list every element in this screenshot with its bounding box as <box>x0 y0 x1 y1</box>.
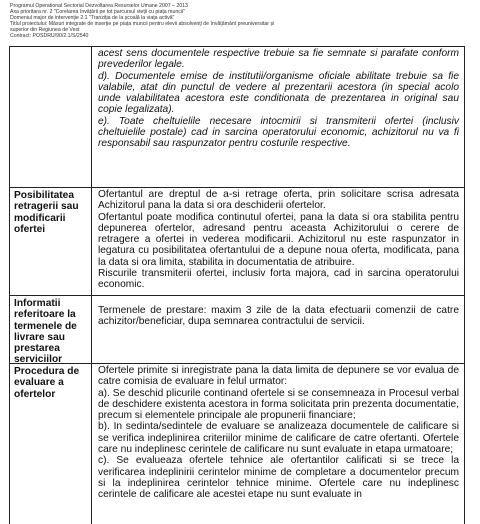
header-line: Axa prioritara nr. 2 "Corelarea învățării pe tot parcursul vieții cu piața muncii" <box>10 9 185 16</box>
table-row-continuation <box>10 47 464 188</box>
paragraph: Riscurile transmiterii ofertei, inclusiv forta majora, cad in sarcina operatorului economic. <box>98 268 459 291</box>
procedure-table <box>9 46 465 524</box>
paragraph: c). Se evalueaza ofertele tehnice ale ofertantilor calificati si se trece la verificarea indeplinirii cerintelor minime de completare a documentelor precum si la indeplinirea cerintelor tehnice minime. Ofertele care nu indeplinesc cerintele de calificare ale acestei etape nu sunt evaluate in <box>98 455 459 501</box>
paragraph: acest sens documentele respective trebuie sa fie semnate si parafate conform prevederilor legale. <box>98 48 459 71</box>
row-label: Procedura de evaluare a ofertelor <box>10 364 92 524</box>
row-label: Posibilitatea retragerii sau modificarii ofertei <box>10 188 92 295</box>
table-row-withdrawal <box>10 188 464 296</box>
document-header <box>10 3 410 40</box>
header-line: Domeniul major de intervenție 2.1 "Tranziția de la școală la viața activă" <box>10 15 175 22</box>
paragraph: b). In sedinta/sedintele de evaluare se analizeaza documentele de calificare si se verifica indeplinirea criteriilor minime de calificare de catre ofertanti. Ofertele care nu indeplinesc cerintele de calificare nu sunt evaluate in etapa urmatoare; <box>98 421 459 456</box>
paragraph: a). Se deschid plicurile continand ofertele si se consemneaza in Procesul verbal de deschidere existenta acestora in forma solicitata prin prezenta documentatie, precum si elementele principale ale propunerii financiare; <box>98 387 459 422</box>
header-line: superior din Regiunea de Vest <box>10 27 80 34</box>
header-line: Contract: POSDRU/90/2.1/S/2540 <box>10 33 89 40</box>
table-row-evaluation <box>10 364 464 524</box>
paragraph: e). Toate cheltuielile necesare intocmirii si transmiterii ofertei (inclusiv cheltuielile postale) cad in sarcina operatorului economic, achizitorul nu va fi responsabil sau raspunzator pentru costurile respective. <box>98 115 459 150</box>
row-label: Informatii referitoare la termenele de livrare sau prestarea serviciilor <box>10 296 92 363</box>
row-label <box>10 47 92 187</box>
paragraph: Ofertantul are dreptul de a-si retrage oferta, prin solicitare scrisa adresata Achizitorul pana la data si ora deschiderii ofertelor. <box>98 189 459 212</box>
row-content <box>92 296 464 363</box>
paragraph: Termenele de prestare: maxim 3 zile de la data efectuarii comenzii de catre achizitor/beneficiar, dupa semnarea contractului de servicii. <box>98 305 459 328</box>
paragraph: d). Documentele emise de institutii/organisme oficiale abilitate trebuie sa fie valabile, atat din punctul de vedere al prezentarii acestora (in special acolo unde valabilitatea acestora este conditionata de prezentarea in original sau copie legalizata). <box>98 70 459 116</box>
header-line: Programul Operational Sectorial Dezvoltarea Resurselor Umane 2007 – 2013 <box>10 3 188 9</box>
table-row-delivery-terms <box>10 296 464 364</box>
header-line: Titlul proiectului: Măsuri integrate de inserție pe piața muncii pentru elevii absolvenți de învățământ preuniversitar și <box>10 21 275 28</box>
paragraph: Ofertele primite si inregistrate pana la data limita de depunere se vor evalua de catre comisia de evaluare in felul urmator: <box>98 365 459 388</box>
row-content <box>92 47 464 187</box>
paragraph: Ofertantul poate modifica continutul ofertei, pana la data si ora stabilita pentru depunerea ofertelor, adresand pentru aceasta Achizitorului o cerere de retragere a ofertei in vederea modificarii. Achizitorul nu este raspunzator in legatura cu posibilitatea ofertantului de a depune noua oferta, modificata, pana la data si ora limita, stabilita in documentatia de atribuire. <box>98 211 459 268</box>
row-content <box>92 188 464 295</box>
row-content <box>92 364 464 524</box>
